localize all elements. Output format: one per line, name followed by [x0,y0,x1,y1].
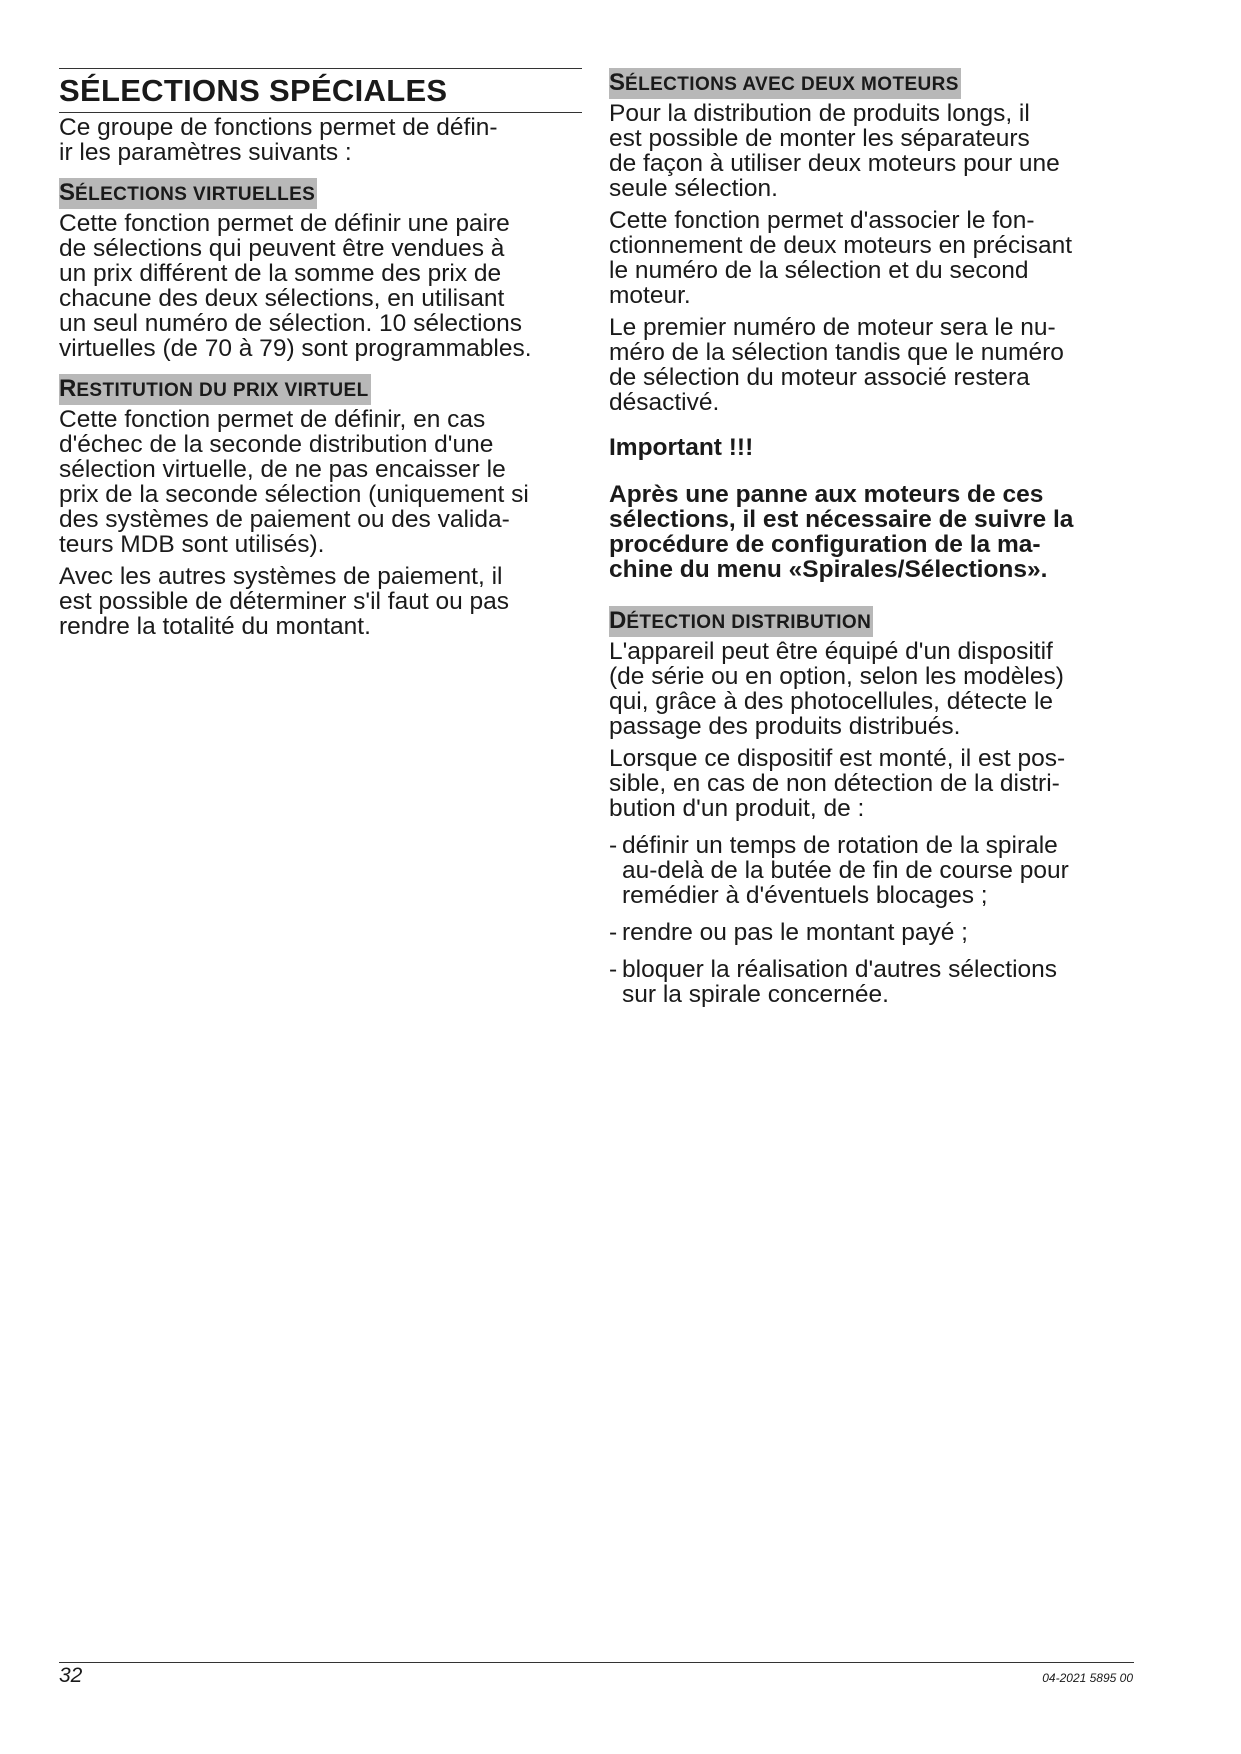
section-paragraph: Le premier numéro de moteur sera le nu- méro de la sélection tandis que le numéro de sélection du moteur associé restera désactivé. [609,314,1064,416]
list-item: - rendre ou pas le montant payé ; [609,919,968,946]
section-paragraph: L'appareil peut être équipé d'un dispositif (de série ou en option, selon les modèles) qui, grâce à des photocellules, détecte le passage des produits distribués. [609,638,1064,740]
list-item: - définir un temps de rotation de la spirale au-delà de la butée de fin de course pour remédier à d'éventuels blocages ; [609,832,1069,909]
section-paragraph: Cette fonction permet de définir, en cas d'échec de la seconde distribution d'une sélection virtuelle, de ne pas encaisser le prix de la seconde sélection (uniquement si des systèmes de paiement ou des valida- teurs MDB sont utilisés). [59,405,529,558]
left-column [59,68,582,646]
warning-paragraph: Après une panne aux moteurs de ces sélections, il est nécessaire de suivre la procédure de configuration de la ma- chine du menu «Spirales/Sélections». [609,481,1074,583]
section-paragraph: Cette fonction permet de définir une paire de sélections qui peuvent être vendues à un prix différent de la somme des prix de chacune des deux sélections, en utilisant un seul numéro de sélection. 10 sélections virtuelles (de 70 à 79) sont programmables. [59,209,532,362]
list-item: - bloquer la réalisation d'autres sélections sur la spirale concernée. [609,956,1058,1008]
right-column [609,68,1134,1019]
page-title: SÉLECTIONS SPÉCIALES [59,68,582,113]
important-label: Important !!! [609,434,754,461]
section-two-motor-selections [609,68,1134,415]
section-virtual-selections [59,178,582,361]
section-distribution-detection [609,606,1134,1007]
section-heading: SÉLECTIONS VIRTUELLES [59,178,317,209]
section-virtual-price-refund [59,374,582,639]
section-heading: RESTITUTION DU PRIX VIRTUEL [59,374,371,405]
section-heading: DÉTECTION DISTRIBUTION [609,606,873,637]
document-reference: 04-2021 5895 00 [1042,1671,1133,1685]
section-heading: SÉLECTIONS AVEC DEUX MOTEURS [609,68,961,99]
intro-paragraph: Ce groupe de fonctions permet de défin- ir les paramètres suivants : [59,113,498,166]
footer-divider [59,1662,1134,1663]
section-paragraph: Pour la distribution de produits longs, il est possible de monter les séparateurs de façon à utiliser deux moteurs pour une seule sélection. [609,100,1060,202]
section-paragraph: Avec les autres systèmes de paiement, il est possible de déterminer s'il faut ou pas rendre la totalité du montant. [59,562,510,640]
page-number: 32 [59,1664,83,1687]
bullet-list [609,833,1134,1007]
section-paragraph: Lorsque ce dispositif est monté, il est pos- sible, en cas de non détection de la distri- bution d'un produit, de : [609,745,1066,822]
section-paragraph: Cette fonction permet d'associer le fon- ctionnement de deux moteurs en précisant le numéro de la sélection et du second moteur. [609,207,1073,309]
